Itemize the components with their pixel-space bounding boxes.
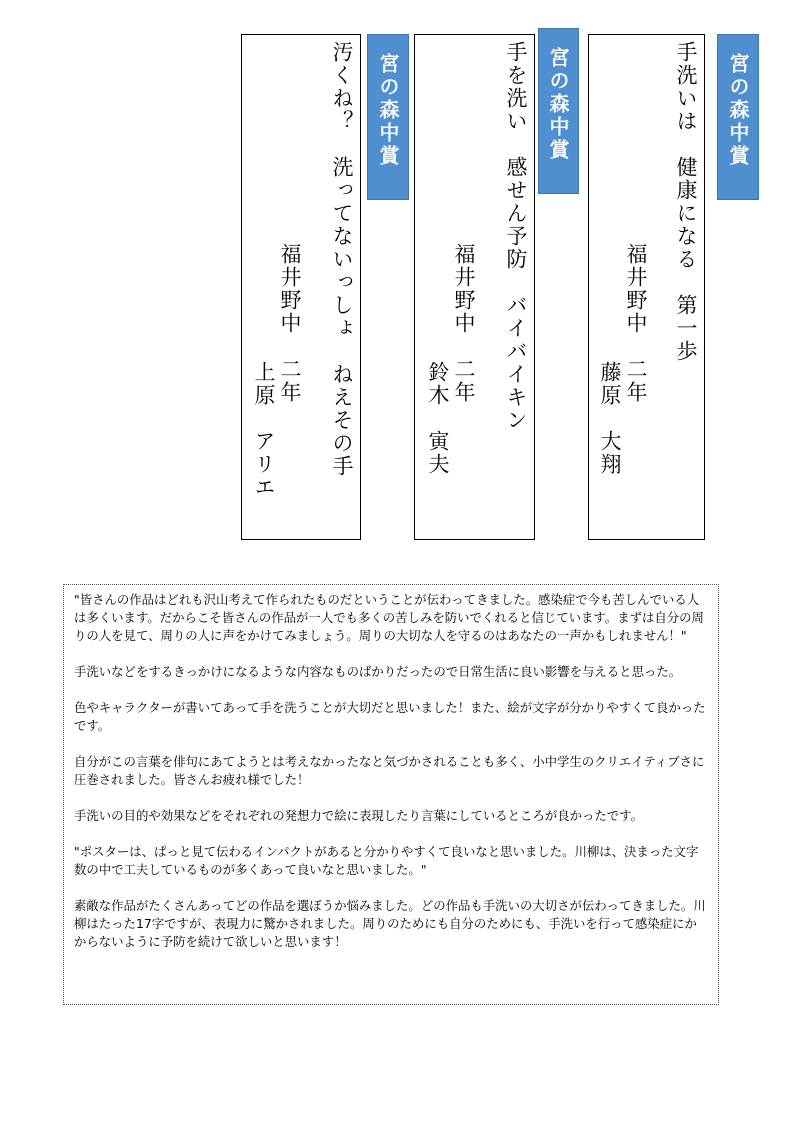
judges-comments	[63, 584, 719, 1005]
comment-paragraph: 素敵な作品がたくさんあってどの作品を選ぼうか悩みました。どの作品も手洗いの大切さが伝わってきました。川柳はたった17字ですが、表現力に驚かされました。周りのためにも自分のためにも、手洗いを行って感染症にかからないように予防を続けて欲しいと思います！	[74, 898, 706, 949]
senryu-title: 汚くね？ 洗ってないっしょ ねえその手	[330, 41, 354, 478]
senryu-author: 鈴木 寅夫	[426, 361, 450, 476]
senryu-title: 手洗いは 健康になる 第一歩	[674, 41, 698, 363]
comment-paragraph: 手洗いの目的や効果などをそれぞれの発想力で絵に表現したり言葉にしているところが良かったです。	[74, 808, 643, 823]
senryu-school: 福井野中 二年	[624, 243, 648, 404]
comment-paragraph: 手洗いなどをするきっかけになるような内容なものばかりだったので日常生活に良い影響を与えると思った。	[74, 664, 682, 679]
comment-paragraph: "ポスターは、ぱっと見て伝わるインパクトがあると分かりやすくて良いなと思いました。川柳は、決まった文字数の中で工夫しているものが多くあって良いなと思いました。"	[74, 844, 699, 877]
award-badge-3: 宮の森中賞	[717, 34, 759, 200]
comment-paragraph: "皆さんの作品はどれも沢山考えて作られたものだということが伝わってきました。感染症で今も苦しんでいる人は多くいます。だからこそ皆さんの作品が一人でも多くの苦しみを防いでくれると信じています。まずは自分の周りの人を見て、周りの人に声をかけてみましょう。周りの大切な人を守るのはあなたの一声かもしれません！"	[74, 592, 704, 643]
comment-paragraph: 自分がこの言葉を俳句にあてようとは考えなかったなと気づかされることも多く、小中学生のクリエイティブさに圧巻されました。皆さんお疲れ様でした！	[74, 754, 705, 787]
senryu-card-3	[588, 34, 705, 540]
award-badge-1: 宮の森中賞	[367, 34, 409, 200]
comment-paragraph: 色やキャラクターが書いてあって手を洗うことが大切だと思いました！また、絵が文字が分かりやすくて良かったです。	[74, 700, 706, 733]
award-badge-2: 宮の森中賞	[538, 28, 579, 194]
senryu-school: 福井野中 二年	[452, 243, 476, 404]
senryu-card-1	[241, 34, 361, 540]
senryu-author: 上原 アリエ	[252, 361, 276, 499]
senryu-title: 手を洗い 感せん予防 バイバイキン	[504, 41, 528, 432]
senryu-card-2	[414, 34, 535, 540]
senryu-author: 藤原 大翔	[598, 361, 622, 476]
senryu-school: 福井野中 二年	[278, 243, 302, 404]
